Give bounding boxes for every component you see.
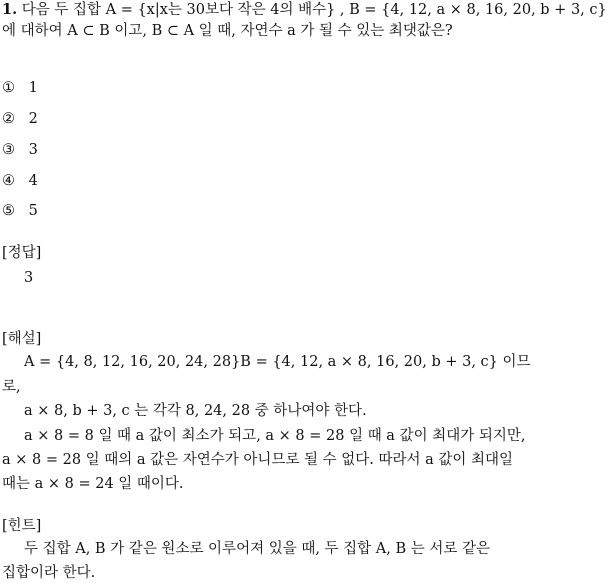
choice-4-value: 4 (28, 173, 38, 189)
choice-5-number: ⑤ (2, 203, 15, 219)
answer-label: [정답] (2, 245, 42, 261)
choice-3-number: ③ (2, 142, 15, 158)
choice-4 (2, 171, 38, 191)
choice-3 (2, 140, 38, 160)
question-text-1: 다음 두 집합 A = {x|x는 30보다 작은 4의 배수} , B = {4, 12, a × 8, 16, 20, b + 3, c} (21, 2, 607, 18)
question-line-1 (2, 0, 607, 20)
explanation-label: [해설] (2, 331, 42, 347)
answer-value: 3 (24, 270, 34, 286)
choice-5 (2, 201, 38, 221)
choice-5-value: 5 (28, 203, 38, 219)
choice-2-number: ② (2, 111, 15, 127)
question-line-2 (2, 21, 453, 41)
explanation-line-6: 때는 a × 8 = 24 일 때이다. (2, 476, 184, 492)
explanation-line-3: a × 8, b + 3, c 는 각각 8, 24, 28 중 하나여야 한다. (24, 403, 367, 419)
choice-2-value: 2 (28, 111, 38, 127)
choice-3-value: 3 (28, 142, 38, 158)
hint-line-2: 집합이라 한다. (2, 565, 96, 581)
hint-line-1: 두 집합 A, B 가 같은 원소로 이루어져 있을 때, 두 집합 A, B 는 서로 같은 (24, 541, 490, 557)
question-text-2: 에 대하여 A ⊂ B 이고, B ⊂ A 일 때, 자연수 a 가 될 수 있는 최댓값은? (2, 23, 453, 39)
choice-4-number: ④ (2, 173, 15, 189)
choice-2 (2, 109, 38, 129)
explanation-line-1: A = {4, 8, 12, 16, 20, 24, 28}B = {4, 12, a × 8, 16, 20, b + 3, c} 이므 (24, 354, 531, 370)
choice-1-number: ① (2, 80, 15, 96)
choice-1 (2, 78, 38, 98)
explanation-line-5: a × 8 = 28 일 때의 a 값은 자연수가 아니므로 될 수 없다. 따라서 a 값이 최대일 (2, 452, 514, 468)
explanation-line-2: 로, (2, 379, 21, 395)
choice-1-value: 1 (28, 80, 38, 96)
question-number: 1. (2, 1, 18, 18)
explanation-line-4: a × 8 = 8 일 때 a 값이 최소가 되고, a × 8 = 28 일 때 a 값이 최대가 되지만, (24, 428, 526, 444)
hint-label: [힌트] (2, 518, 42, 534)
